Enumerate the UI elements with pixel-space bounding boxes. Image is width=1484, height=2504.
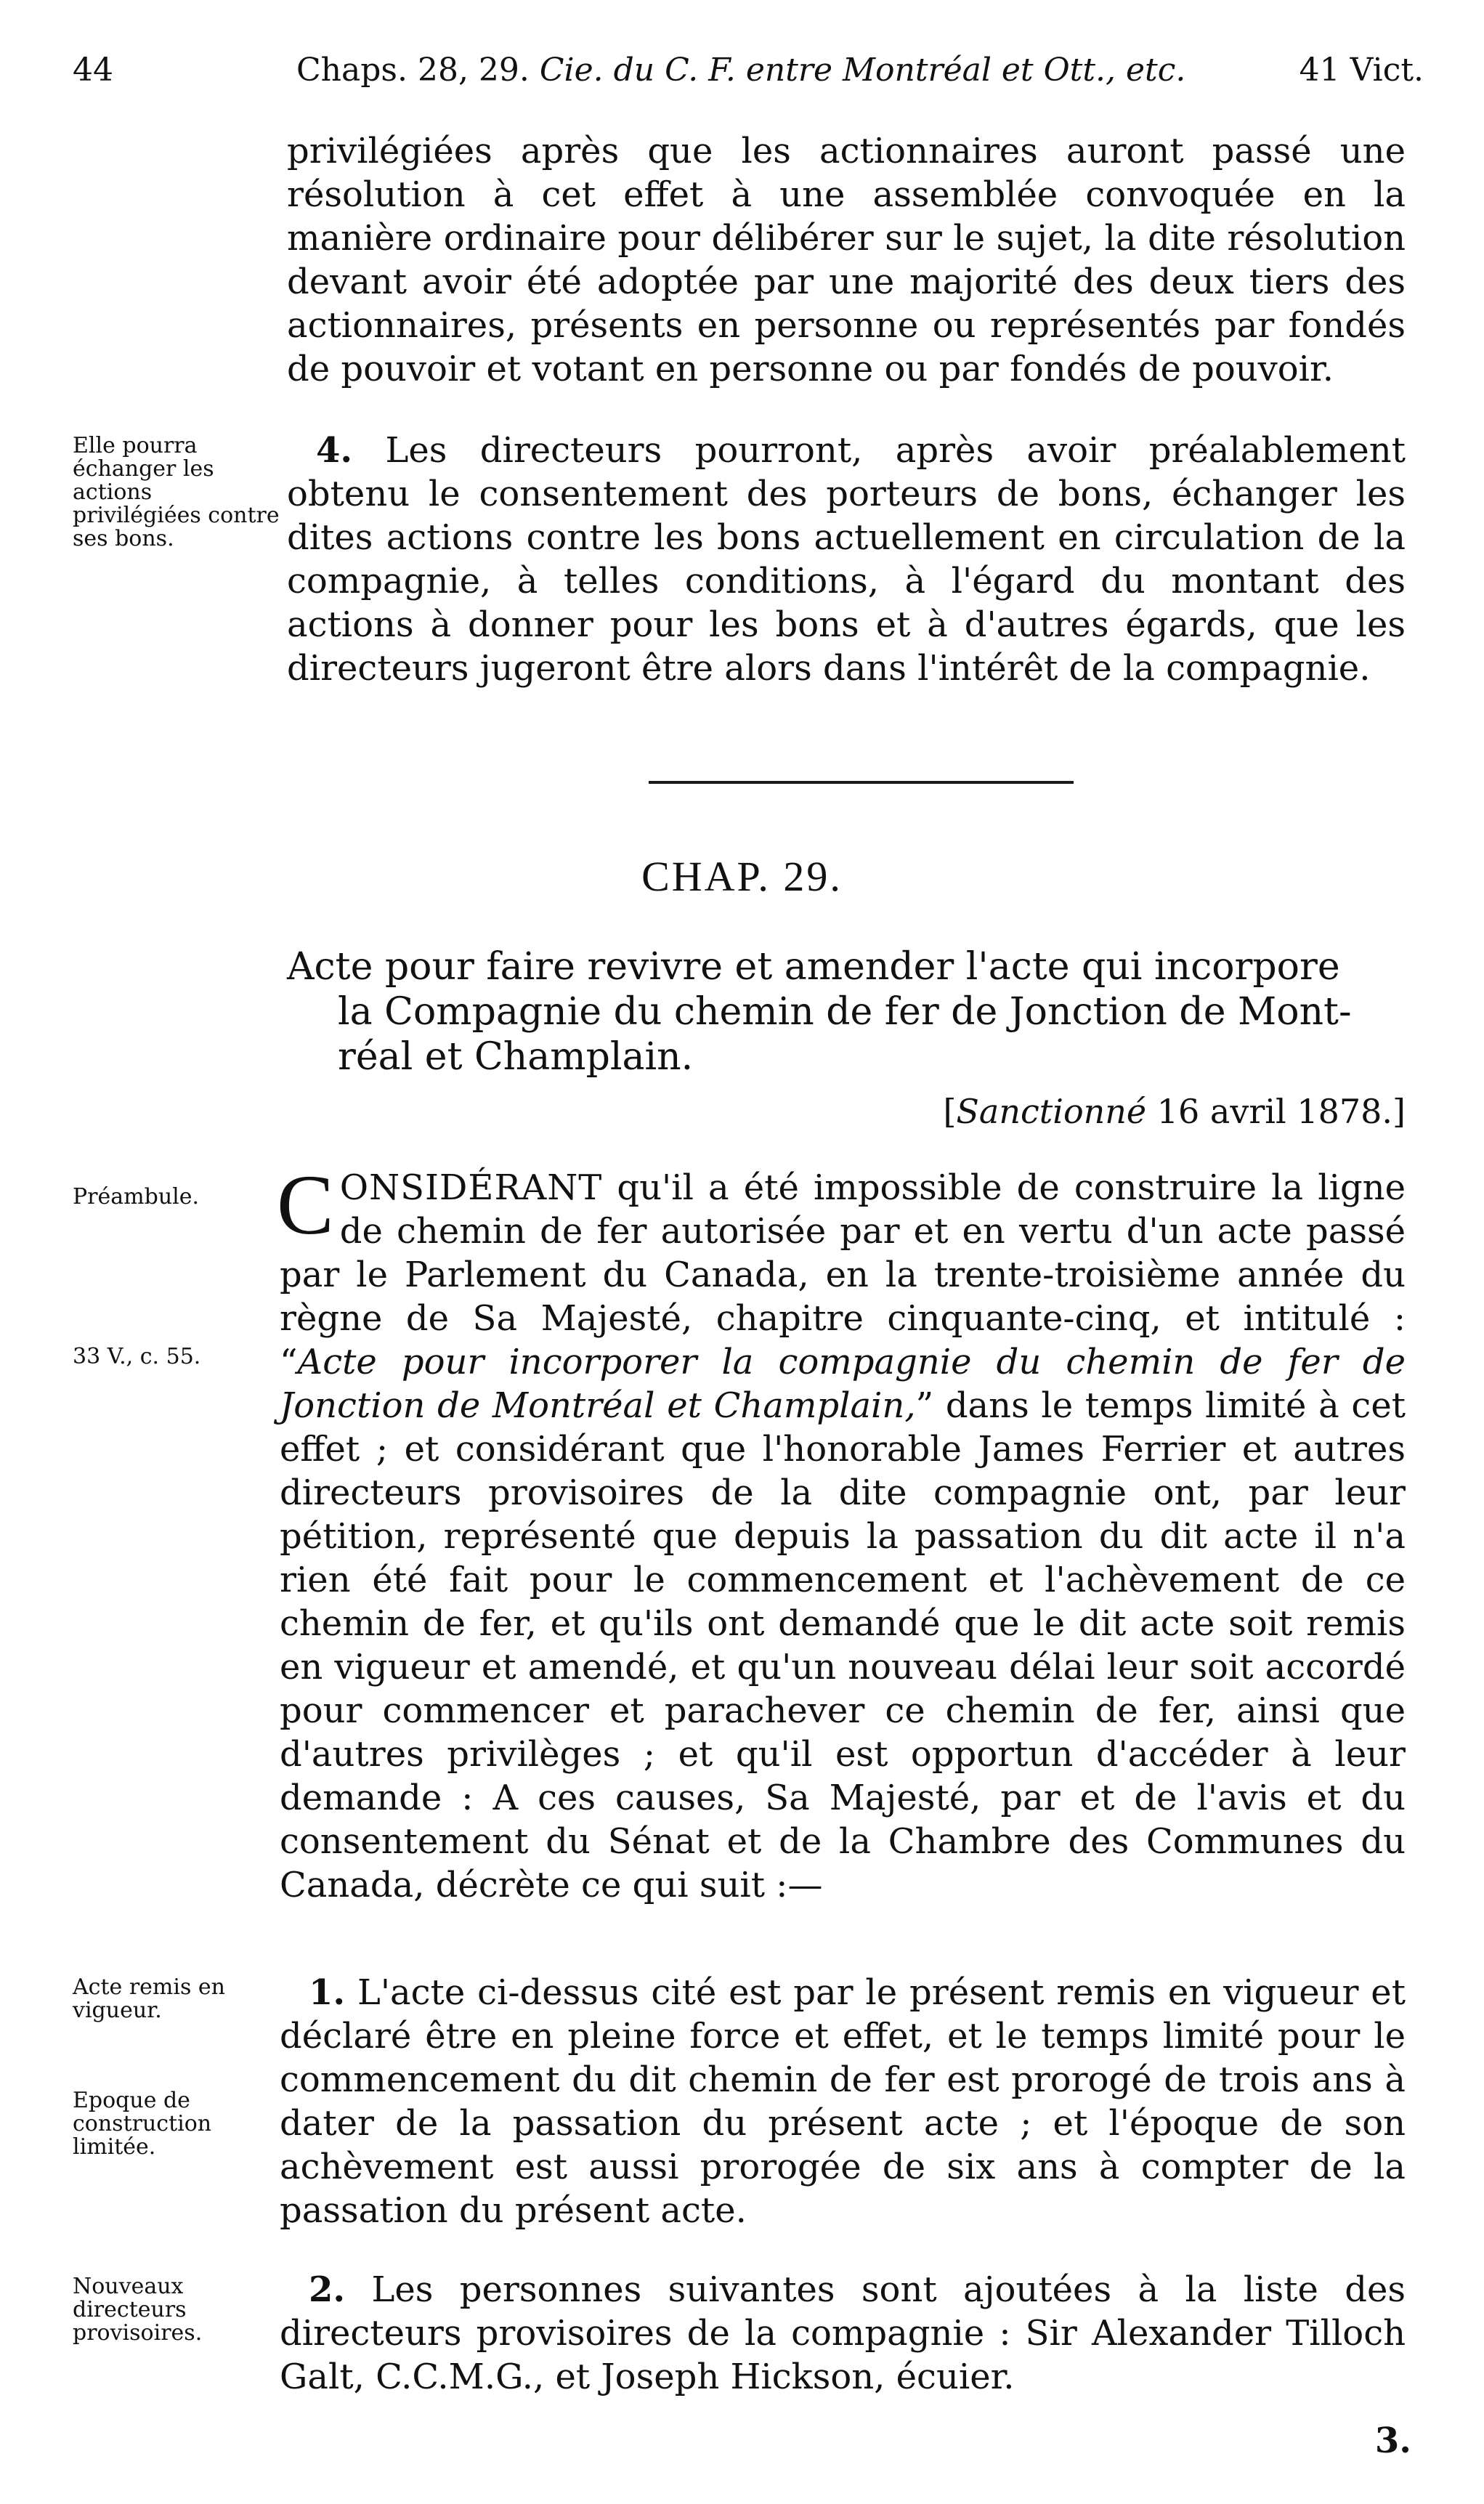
- act-title-line-1: Acte pour faire revivre et amender l'acte qui incorpore: [287, 945, 1340, 989]
- section-4-number: 4.: [316, 430, 353, 471]
- section-2-number: 2.: [309, 2269, 346, 2310]
- continuation-paragraph: privilégiées après que les actionnaires auront passé une résolution à cet effet à une assemblée convoquée en la manière ordinaire pour délibérer sur le sujet, la dite résolution devant avoir été adoptée par une majorité des deux tiers des actionnaires, présents en personne ou représentés par fondés de pouvoir et votant en personne ou par fondés de pouvoir.: [287, 131, 1406, 389]
- section-4-text: Les directeurs pourront, après avoir préalablement obtenu le consentement des porteurs de bons, échanger les dites actions contre les bons actuellement en circulation de la compagnie, à telles conditions, à l'égard du montant des actions à donner pour les bons et à d'autres égards, que les directeurs jugeront être alors dans l'intérêt de la compagnie.: [287, 430, 1406, 689]
- act-title-line-3: réal et Champlain.: [338, 1035, 694, 1079]
- margin-note-preamble: Préambule.: [73, 1184, 200, 1210]
- catchword: 3.: [1374, 2420, 1411, 2461]
- margin-note-section-4: Elle pourra échanger les actions privilégiées contre ses bons.: [73, 433, 280, 551]
- act-title: [287, 944, 1406, 1079]
- page-number: 44: [73, 52, 113, 89]
- section-2-text: Les personnes suivantes sont ajoutées à la liste des directeurs provisoires de la compagnie : Sir Alexander Tilloch Galt, C.C.M.G., et Joseph Hickson, écuier.: [280, 2269, 1406, 2397]
- header-regnal-year: 41 Vict.: [1299, 52, 1424, 89]
- preamble-paragraph: [277, 1157, 1406, 1907]
- preamble-text-b: ” dans le temps limité à cet effet ; et considérant que l'honorable James Ferrier et autres directeurs provisoires de la dite compagnie ont, par leur pétition, représenté que depuis la passation du dit acte il n'a rien été fait pour le commencement et l'achèvement de ce chemin de fer, et qu'ils ont demandé que le dit acte soit remis en vigueur et amendé, et qu'un nouveau délai leur soit accordé pour commencer et parachever ce chemin de fer, ainsi que d'autres privilèges ; et qu'il est opportun d'accéder à leur demande : A ces causes, Sa Majesté, par et de l'avis et du consentement du Sénat et de la Chambre des Communes du Canada, décrète ce qui suit :—: [280, 1385, 1406, 1905]
- preamble-text-a: qu'il a été impossible de construire la ligne de chemin de fer autorisée par et en vertu d'un acte passé par le Parlement du Canada, en la trente-troisième année du règne de Sa Majesté, chapitre cinquante-cinq, et intitulé : “: [280, 1167, 1406, 1382]
- sanction-label: Sanctionné: [956, 1092, 1147, 1131]
- section-1-text: L'acte ci-dessus cité est par le présent remis en vigueur et déclaré être en pleine force et effet, et le temps limité pour le commencement du dit chemin de fer est prorogé de trois ans à dater de la passation du présent acte ; et l'époque de son achèvement est aussi prorogée de six ans à compter de la passation du présent acte.: [280, 1972, 1406, 2231]
- section-4-paragraph: [287, 429, 1406, 690]
- act-title-line-2: la Compagnie du chemin de fer de Jonction de Mont-: [338, 990, 1352, 1034]
- chapter-heading: CHAP. 29.: [641, 853, 843, 900]
- header-running-title: Cie. du C. F. entre Montréal et Ott., etc.: [539, 52, 1186, 89]
- preamble-act-name: Acte pour incorporer la compagnie du chemin de fer de Jonction de Montréal et Champlain,: [280, 1342, 1406, 1426]
- margin-note-section-2: Nouveaux directeurs provisoires.: [73, 2274, 203, 2346]
- header-chapters: Chaps. 28, 29.: [296, 52, 530, 89]
- margin-note-section-1a: Acte remis en vigueur.: [73, 1974, 225, 2023]
- section-divider: [649, 781, 1074, 784]
- section-1-paragraph: [280, 1971, 1406, 2232]
- section-2-paragraph: [280, 2268, 1406, 2399]
- running-header: [73, 45, 1424, 96]
- header-title: [296, 45, 1185, 96]
- drop-cap: C: [277, 1157, 334, 1252]
- preamble-opening: ONSIDÉRANT: [339, 1167, 603, 1208]
- margin-note-section-1b: Epoque de construction limitée.: [73, 2088, 212, 2160]
- sanction-date: [Sanctionné 16 avril 1878.]: [943, 1092, 1406, 1131]
- margin-note-citation: 33 V., c. 55.: [73, 1344, 201, 1369]
- sanction-date-value: 16 avril 1878.: [1156, 1092, 1393, 1131]
- section-1-number: 1.: [309, 1972, 346, 2013]
